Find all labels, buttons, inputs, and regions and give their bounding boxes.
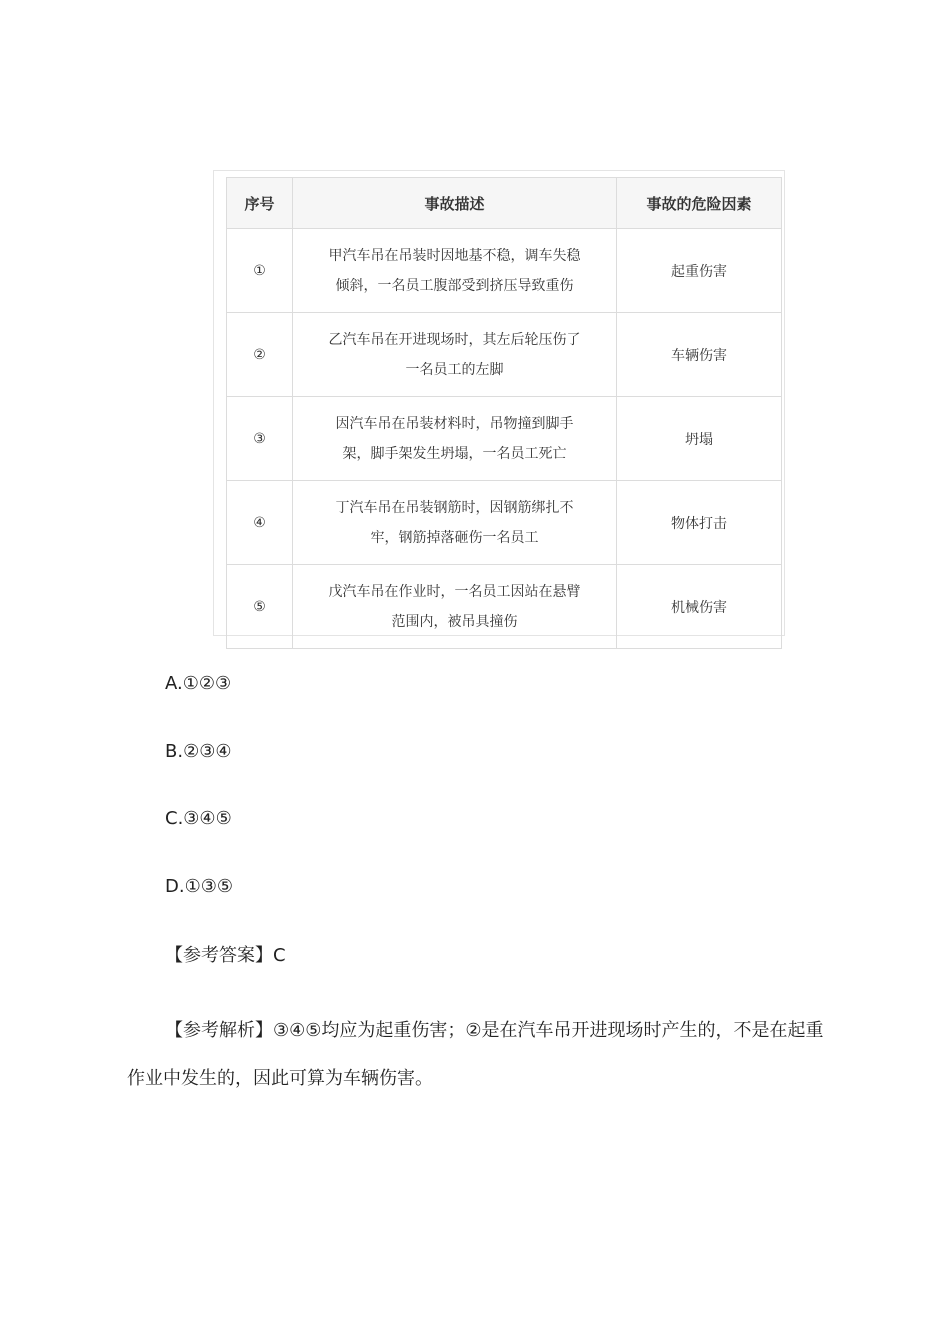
header-description: 事故描述: [293, 178, 617, 229]
answer-value: C: [273, 945, 286, 966]
table-row: [227, 481, 782, 565]
analysis-label: 【参考解析】: [165, 1020, 273, 1041]
option-b: B.②③④: [165, 741, 232, 762]
accident-table: [226, 177, 782, 649]
table-row: [227, 313, 782, 397]
row-description: 因汽车吊在吊装材料时，吊物撞到脚手架，脚手架发生坍塌，一名员工死亡: [293, 397, 617, 481]
row-hazard-factor: 起重伤害: [617, 229, 782, 313]
option-a: A.①②③: [165, 673, 232, 694]
analysis-text: ③④⑤均应为起重伤害；②是在汽车吊开进现场时产生的，不是在起重作业中发生的，因此可算为车辆伤害。: [127, 1020, 824, 1089]
answer-label: 【参考答案】: [165, 945, 273, 966]
row-no: ①: [227, 229, 293, 313]
row-no: ④: [227, 481, 293, 565]
accident-table-image: [213, 170, 785, 636]
row-no: ③: [227, 397, 293, 481]
reference-analysis: [127, 1007, 837, 1103]
table-header-row: [227, 178, 782, 229]
row-no: ②: [227, 313, 293, 397]
table-row: [227, 565, 782, 649]
table-row: [227, 397, 782, 481]
header-no: 序号: [227, 178, 293, 229]
row-hazard-factor: 机械伤害: [617, 565, 782, 649]
row-description: 戊汽车吊在作业时，一名员工因站在悬臂范围内，被吊具撞伤: [293, 565, 617, 649]
header-hazard-factor: 事故的危险因素: [617, 178, 782, 229]
reference-answer: [165, 941, 286, 967]
row-hazard-factor: 物体打击: [617, 481, 782, 565]
row-hazard-factor: 坍塌: [617, 397, 782, 481]
option-c: C.③④⑤: [165, 808, 232, 829]
row-description: 丁汽车吊在吊装钢筋时，因钢筋绑扎不牢，钢筋掉落砸伤一名员工: [293, 481, 617, 565]
row-hazard-factor: 车辆伤害: [617, 313, 782, 397]
table-row: [227, 229, 782, 313]
row-description: 甲汽车吊在吊装时因地基不稳，调车失稳倾斜，一名员工腹部受到挤压导致重伤: [293, 229, 617, 313]
row-no: ⑤: [227, 565, 293, 649]
row-description: 乙汽车吊在开进现场时，其左后轮压伤了一名员工的左脚: [293, 313, 617, 397]
option-d: D.①③⑤: [165, 876, 233, 897]
